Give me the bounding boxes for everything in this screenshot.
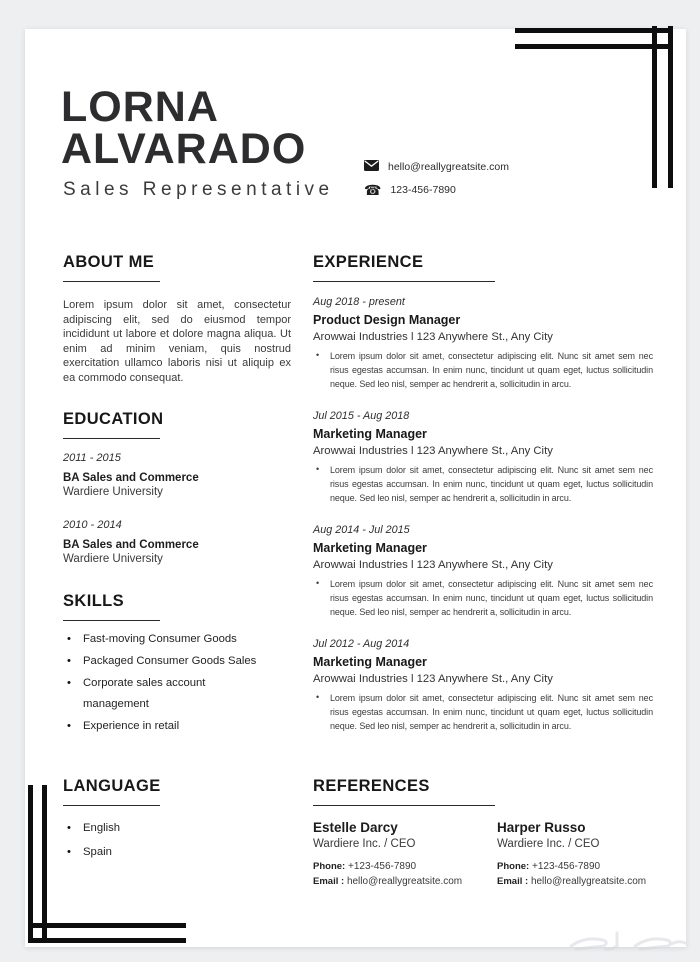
language-item: • Spain: [63, 842, 259, 863]
about-underline: [63, 281, 160, 282]
contact-block: [364, 155, 509, 201]
reference-role: Wardiere Inc. / CEO: [313, 838, 416, 850]
references-list: [313, 820, 659, 889]
job-title: Sales Representative: [63, 179, 334, 200]
skill-item: • Fast-moving Consumer Goods: [63, 629, 259, 650]
education-entry: [63, 452, 291, 498]
job-company: Arowwai Industries l 123 Anywhere St., Any City: [313, 445, 553, 457]
experience-job: [313, 524, 653, 619]
email-value: hello@reallygreatsite.com: [346, 876, 463, 887]
education-dates: 2010 - 2014: [63, 519, 122, 531]
email-value: hello@reallygreatsite.com: [388, 160, 509, 173]
top-right-frame-line: [515, 28, 673, 33]
contact-phone-row: [364, 178, 509, 201]
education-school: Wardiere University: [63, 553, 163, 565]
job-dates: Jul 2015 - Aug 2018: [313, 410, 410, 422]
section-education: [63, 409, 291, 565]
job-dates: Jul 2012 - Aug 2014: [313, 638, 410, 650]
top-right-frame-line: [652, 26, 657, 188]
reference-name: Harper Russo: [497, 820, 586, 835]
email-icon: [364, 160, 379, 174]
candidate-name-line2: ALVARADO: [61, 125, 307, 173]
phone-label: Phone:: [497, 861, 530, 872]
email-label: Email :: [497, 876, 529, 887]
candidate-name: [61, 83, 307, 173]
skills-underline: [63, 620, 160, 621]
job-company: Arowwai Industries l 123 Anywhere St., Any City: [313, 559, 553, 571]
education-heading: EDUCATION: [63, 410, 164, 428]
reference-contact: [313, 859, 497, 889]
reference-role: Wardiere Inc. / CEO: [497, 838, 600, 850]
reference-entry: [497, 820, 659, 889]
email-label: Email :: [313, 876, 345, 887]
section-about: [63, 252, 291, 385]
references-underline: [313, 805, 495, 806]
skill-item: • Packaged Consumer Goods Sales: [63, 651, 259, 672]
experience-job: [313, 638, 653, 733]
section-experience: [313, 252, 653, 733]
job-company: Arowwai Industries l 123 Anywhere St., Any City: [313, 331, 553, 343]
phone-value: +123-456-7890: [347, 861, 417, 872]
phone-icon: ☎: [364, 181, 382, 198]
reference-email-row: [313, 874, 497, 889]
experience-job: [313, 410, 653, 505]
language-heading: LANGUAGE: [63, 777, 161, 795]
top-right-frame-line: [515, 44, 673, 49]
reference-email-row: [497, 874, 659, 889]
reference-phone-row: [497, 859, 659, 874]
about-heading: ABOUT ME: [63, 253, 155, 271]
reference-name: Estelle Darcy: [313, 820, 398, 835]
phone-value: 123-456-7890: [390, 183, 456, 196]
education-degree: BA Sales and Commerce: [63, 539, 199, 551]
bottom-left-frame-line: [28, 785, 33, 943]
job-company: Arowwai Industries l 123 Anywhere St., Any City: [313, 673, 553, 685]
job-bullet: • Lorem ipsum dolor sit amet, consectetur adipiscing elit. Nunc sit amet sem nec risus egestas accumsan. In enim nunc, tincidunt ut quam eget, luctus sollicitudin neque. Sed leo nisl, semper ac hendrerit a, sollicitudin in arcu.: [313, 349, 653, 391]
skill-item: • Corporate sales account management: [63, 673, 259, 715]
about-text: Lorem ipsum dolor sit amet, consectetur adipiscing elit, sed do eiusmod tempor incididunt ut labore et dolore magna aliqua. Ut enim ad minim veniam, quis nostrud exercitation ullamco laboris nisi ut aliquip ex ea commodo consequat.: [63, 299, 291, 384]
skills-heading: SKILLS: [63, 592, 125, 610]
education-entry: [63, 519, 291, 565]
section-skills: [63, 591, 291, 737]
experience-heading: EXPERIENCE: [313, 253, 424, 271]
language-list: [63, 818, 259, 863]
phone-value: +123-456-7890: [531, 861, 601, 872]
phone-label: Phone:: [313, 861, 346, 872]
job-title: Product Design Manager: [313, 313, 461, 327]
candidate-name-line1: LORNA: [61, 83, 219, 131]
bottom-left-frame-line: [28, 938, 186, 943]
skill-item: • Experience in retail: [63, 716, 259, 737]
reference-entry: [313, 820, 497, 889]
references-heading: REFERENCES: [313, 777, 430, 795]
job-title: Marketing Manager: [313, 655, 427, 669]
job-title: Marketing Manager: [313, 427, 427, 441]
language-underline: [63, 805, 160, 806]
education-dates: 2011 - 2015: [63, 452, 121, 464]
job-dates: Aug 2014 - Jul 2015: [313, 524, 410, 536]
contact-email-row: [364, 155, 509, 178]
education-school: Wardiere University: [63, 486, 163, 498]
bottom-left-frame-line: [42, 785, 47, 943]
watermark-logo: [565, 928, 690, 959]
section-language: [63, 776, 291, 863]
education-degree: BA Sales and Commerce: [63, 472, 199, 484]
job-bullet: • Lorem ipsum dolor sit amet, consectetur adipiscing elit. Nunc sit amet sem nec risus egestas accumsan. In enim nunc, tincidunt ut quam eget, luctus sollicitudin neque. Sed leo nisl, semper ac hendrerit a, sollicitudin in arcu.: [313, 463, 653, 505]
experience-underline: [313, 281, 495, 282]
resume-page: [25, 29, 686, 947]
top-right-frame-line: [668, 26, 673, 188]
job-dates: Aug 2018 - present: [313, 296, 405, 308]
job-bullet: • Lorem ipsum dolor sit amet, consectetur adipiscing elit. Nunc sit amet sem nec risus egestas accumsan. In enim nunc, tincidunt ut quam eget, luctus sollicitudin neque. Sed leo nisl, semper ac hendrerit a, sollicitudin in arcu.: [313, 577, 653, 619]
reference-phone-row: [313, 859, 497, 874]
bottom-left-frame-line: [28, 923, 186, 928]
education-underline: [63, 438, 160, 439]
reference-contact: [497, 859, 659, 889]
job-title: Marketing Manager: [313, 541, 427, 555]
job-bullet: • Lorem ipsum dolor sit amet, consectetur adipiscing elit. Nunc sit amet sem nec risus egestas accumsan. In enim nunc, tincidunt ut quam eget, luctus sollicitudin neque. Sed leo nisl, semper ac hendrerit a, sollicitudin in arcu.: [313, 691, 653, 733]
language-item: • English: [63, 818, 259, 839]
skills-list: [63, 629, 259, 737]
experience-job: [313, 296, 653, 391]
section-references: [313, 776, 659, 889]
email-value: hello@reallygreatsite.com: [530, 876, 647, 887]
left-column: [63, 252, 291, 737]
